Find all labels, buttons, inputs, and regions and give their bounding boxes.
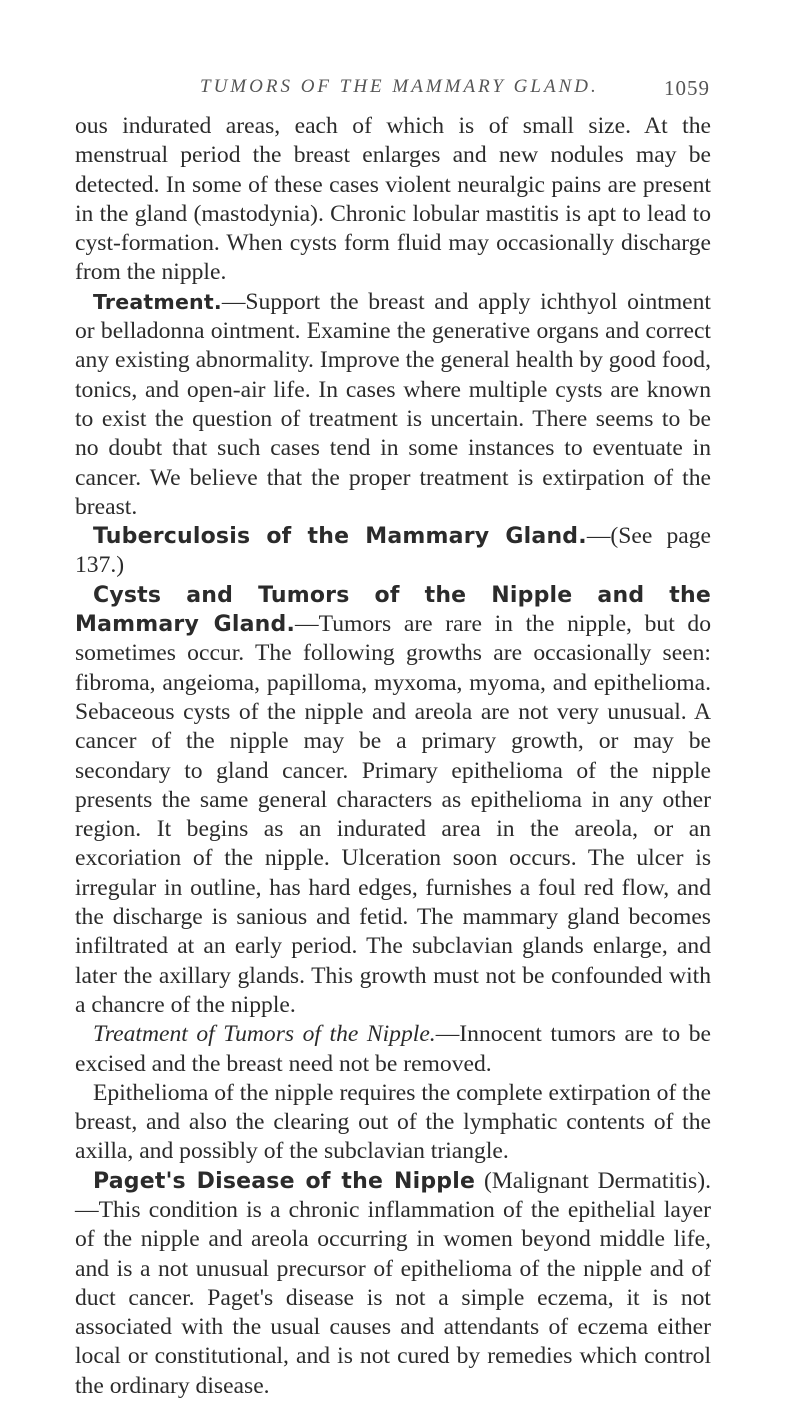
body-text bbox=[75, 112, 711, 1401]
cysts-heading: Cysts and Tumors of the Nipple and the Mammary Gland. bbox=[75, 582, 711, 638]
paget-paragraph bbox=[75, 1167, 711, 1401]
page-number: 1059 bbox=[664, 76, 710, 100]
treatment-nipple-text: —Innocent tumors are to be excised and the breast need not be removed. bbox=[75, 1021, 711, 1077]
paget-text: (Malignant Dermatitis).—This condition is a chronic inflammation of the epithelial layer of the nipple and areola occurring in women beyond middle life, and is a not unusual precursor of epithelioma of the nipple and of duct cancer. Paget's disease is not a simple eczema, it is not associated with the usual causes and attendants of eczema either local or constitutional, and is not cured by remedies which control the ordinary disease. bbox=[75, 1167, 711, 1399]
running-title: TUMORS OF THE MAMMARY GLAND. bbox=[200, 76, 599, 97]
cysts-paragraph bbox=[75, 581, 711, 1020]
paragraph-continuation: ous indurated areas, each of which is of small size. At the menstrual period the breast enlarges and new nodules may be detected. In some of these cases violent neuralgic pains are present in the gland (mastodynia). Chronic lobular mastitis is apt to lead to cyst-formation. When cysts form fluid may occasionally discharge from the nipple. bbox=[75, 113, 711, 286]
tuberculosis-heading: Tuberculosis of the Mammary Gland. bbox=[93, 524, 587, 550]
treatment-text: —Support the breast and apply ichthyol ointment or belladonna ointment. Examine the generative organs and correct any existing abnormality. Improve the general health by good food, tonics, and open-air life. In cases where multiple cysts are known to exist the question of treatment is uncertain. There seems to be no doubt that such cases tend in some instances to eventuate in cancer. We believe that the proper treatment is extirpation of the breast. bbox=[75, 288, 711, 520]
treatment-nipple-heading: Treatment of Tumors of the Nipple. bbox=[93, 1021, 436, 1048]
treatment-nipple-paragraph bbox=[75, 1020, 711, 1079]
cysts-text: —Tumors are rare in the nipple, but do sometimes occur. The following growths are occasionally seen: fibroma, angeioma, papilloma, myxoma, myoma, and epithelioma. Sebaceous cysts of the nipple and areola are not very unusual. A cancer of the nipple may be a primary growth, or may be secondary to gland cancer. Primary epithelioma of the nipple presents the same general characters as epithelioma in any other region. It begins as an indurated area in the areola, or an excoriation of the nipple. Ulceration soon occurs. The ulcer is irregular in outline, has hard edges, furnishes a foul red flow, and the discharge is sanious and fetid. The mammary gland becomes infiltrated at an early period. The subclavian glands enlarge, and later the axillary glands. This growth must not be confounded with a chancre of the nipple. bbox=[75, 611, 711, 1018]
treatment-heading: Treatment. bbox=[93, 289, 222, 314]
page-header bbox=[200, 76, 710, 98]
tuberculosis-paragraph bbox=[75, 522, 711, 581]
treatment-paragraph bbox=[75, 288, 711, 522]
paget-heading: Paget's Disease of the Nipple bbox=[93, 1168, 476, 1194]
tuberculosis-text: —(See page 137.) bbox=[75, 523, 712, 579]
epithelioma-paragraph: Epithelioma of the nipple requires the complete extirpation of the breast, and also the clearing out of the lymphatic contents of the axilla, and possibly of the subclavian triangle. bbox=[75, 1079, 711, 1165]
